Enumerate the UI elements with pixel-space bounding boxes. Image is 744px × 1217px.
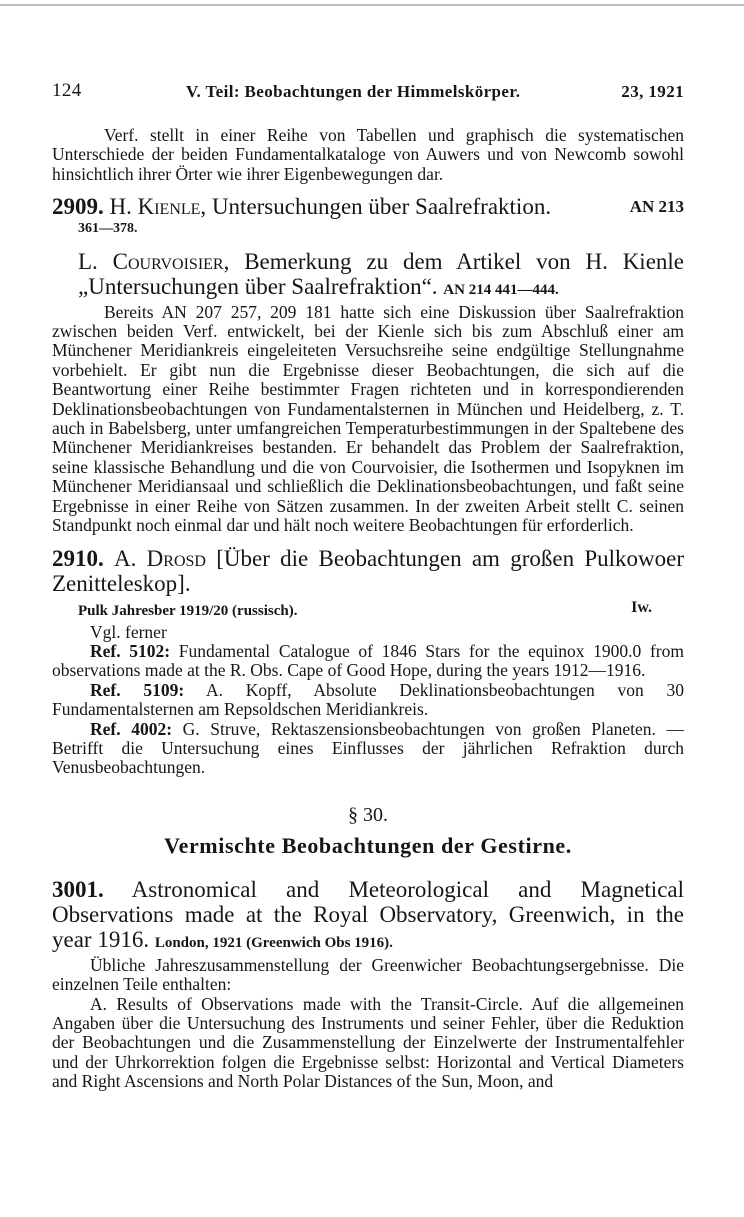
cross-reference: [52, 642, 684, 681]
entry-author: L. Courvoisier,: [78, 248, 230, 274]
ref-text: G. Struve, Rektaszensionsbeobachtungen von großen Planeten. — Betrifft die Untersuchung eines Einflusses der jährlichen Refraktion durch Venusbeobachtungen.: [52, 718, 685, 778]
entry-journal: AN 213: [629, 197, 684, 217]
entry-author: A. Drosd: [114, 545, 206, 571]
ref-text: Fundamental Catalogue of 1846 Stars for the equinox 1900.0 from observations made at the R. Obs. Cape of Good Hope, during the years 1912—1916.: [52, 640, 684, 681]
reviewer: Iw.: [631, 598, 652, 616]
section-number: § 30.: [348, 803, 388, 826]
see-also: Vgl. ferner: [90, 621, 167, 642]
entry-reference: Pulk Jahresber 1919/20 (russisch).: [78, 602, 298, 619]
ref-label: Ref. 5102:: [90, 640, 171, 661]
volume-year: 23, 1921: [621, 82, 684, 101]
entry-number: 2910.: [52, 545, 104, 571]
ref-text: A. Kopff, Absolute Deklinationsbeobachtungen von 30 Fundamentalsternen am Repsoldschen Meridiankreis.: [52, 679, 684, 720]
cross-reference: [52, 720, 684, 778]
entry-abstract: Bereits AN 207 257, 209 181 hatte sich eine Diskussion über Saalrefraktion zwischen beiden Verf. entwickelt, bei der Kienle sich bis zum Abschluß einer am Münchener Meridiankreis eingeleiteten Versuchsreihe seine endgültige Stellungnahme vorbehielt. Er gibt nun die Ergebnisse dieser Beobachtungen, die sich auf die Beantwortung einer Reihe bestimmter Fragen richteten und in korrespondierenden Deklinationsbeobachtungen von Fundamentalsternen in München und Heidelberg, z. T. auch in Babelsberg, unter umfangreichen Temperaturbestimmungen in der Spaltebene des Münchener Meridiankreises bestanden. Er behandelt das Problem der Saalrefraktion, seine klassische Behandlung und die von Courvoisier, die Isothermen und Isopyknen im Münchener Meridiansaal und schließlich die Deklinationsbeobachtungen, und faßt seine Ergebnisse in einer Reihe von Sätzen zusammen. In der zweiten Arbeit stellt C. seinen Standpunkt noch einmal dar und hält noch weitere Beobachtungen für erforderlich.: [52, 301, 684, 536]
entry-courvoisier: [52, 249, 684, 536]
entry-reference: London, 1921 (Greenwich Obs 1916).: [154, 934, 393, 951]
entry-abstract-continued: A. Results of Observations made with the Transit-Circle. Auf die allgemeinen Angaben über die Untersuchung des Instruments und seiner Fehler, über die Reduktion der Beobachtungen und die Zusammenstellung der Einzelwerte der Instrumentalfehler und der Uhrkorrektion folgen die Ergebnisse selbst: Horizontal and Vertical Diameters and Right Ascensions and North Polar Distances of the Sun, Moon, and: [52, 993, 684, 1092]
top-rule: [0, 4, 744, 6]
entry-title: Untersuchungen über Saalrefraktion.: [211, 194, 552, 220]
running-head: [52, 80, 684, 104]
entry-title: Bemerkung zu dem Artikel von H. Kienle „Untersuchungen über Saalrefraktion“.: [78, 248, 684, 299]
entry-2909: [52, 194, 684, 238]
entry-reference: AN 214 441—444.: [443, 281, 559, 298]
entry-title: [Über die Beobachtungen am großen Pulkowoer Zenitteleskop].: [52, 545, 685, 596]
page-body: [52, 126, 684, 1092]
entry-3001: [52, 877, 684, 1092]
section-title: Vermischte Beobachtungen der Gestirne.: [164, 832, 572, 858]
entry-title: Astronomical and Meteorological and Magnetical Observations made at the Royal Observatory, Greenwich, in the year 1916.: [52, 876, 684, 952]
entry-number: 3001.: [52, 876, 104, 902]
ref-label: Ref. 5109:: [90, 679, 185, 700]
entry-abstract: Übliche Jahreszusammenstellung der Greenwicher Beobachtungsergebnisse. Die einzelnen Teile enthalten:: [52, 954, 684, 995]
running-title: V. Teil: Beobachtungen der Himmelskörper.: [186, 82, 521, 101]
entry-number: 2909.: [52, 194, 104, 220]
cross-reference: [52, 681, 684, 720]
entry-2910: [52, 546, 684, 778]
ref-label: Ref. 4002:: [90, 718, 173, 739]
entry-author: H. Kienle,: [109, 194, 207, 220]
page-number: 124: [52, 80, 82, 101]
intro-paragraph: Verf. stellt in einer Reihe von Tabellen und graphisch die systematischen Unterschiede der beiden Fundamentalkataloge von Auwers und von Newcomb sowohl hinsichtlich ihrer Örter wie ihrer Eigenbewegungen dar.: [52, 125, 684, 184]
entry-pages: 361—378.: [78, 221, 138, 237]
